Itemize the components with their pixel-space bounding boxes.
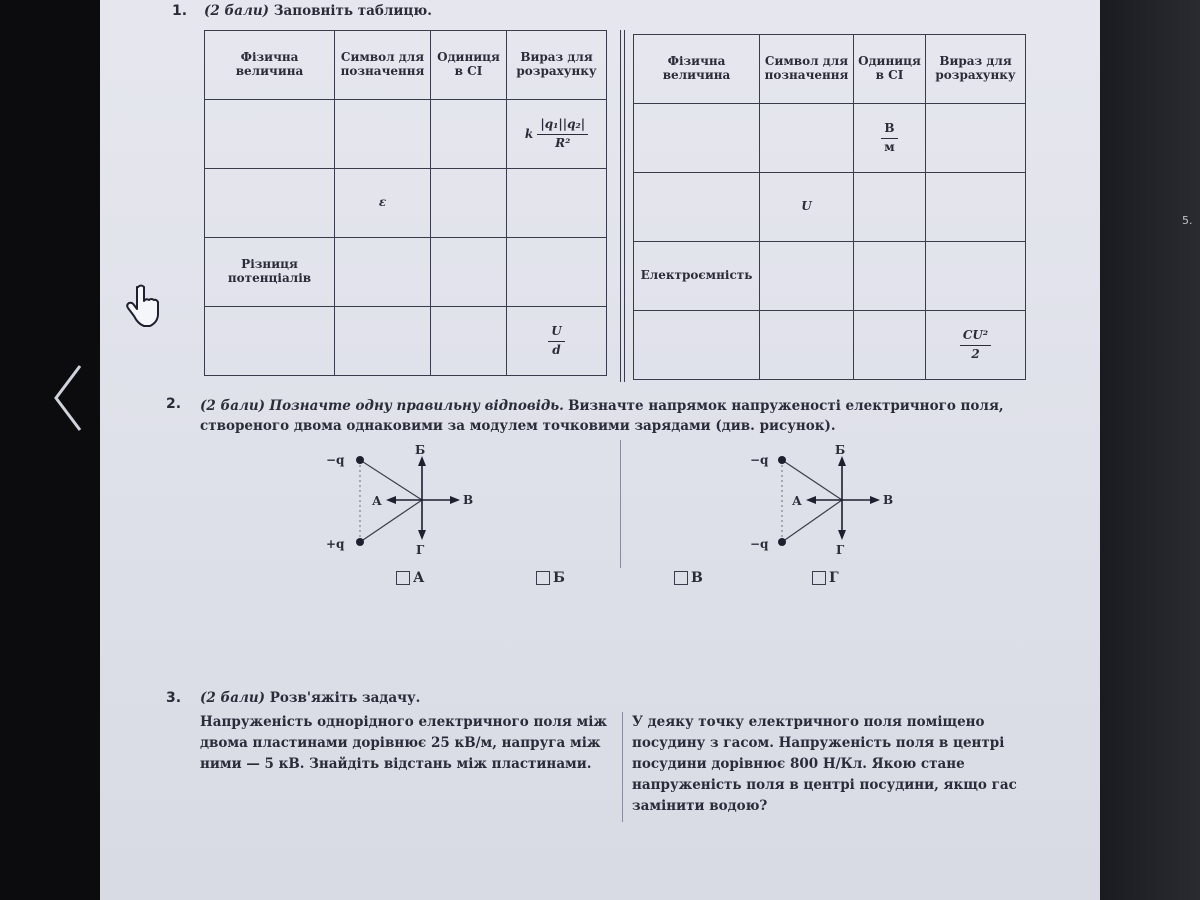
cell-quantity[interactable]	[205, 100, 335, 169]
cell-formula[interactable]	[507, 169, 607, 238]
cell-unit[interactable]	[854, 242, 926, 311]
table-row	[205, 238, 607, 307]
table-row	[634, 173, 1026, 242]
q3-problem-right: У деяку точку електричного поля поміщено посудину з гасом. Напруженість поля в центрі посудини дорівнює 800 Н/Кл. Якою стане напруженість поля в центрі посудини, якщо гас замінити водою?	[632, 714, 1017, 814]
checkbox-v[interactable]	[674, 571, 688, 585]
q3-problem-left: Напруженість однорідного електричного поля між двома пластинами дорівнює 25 кВ/м, напруга між ними — 5 кВ. Знайдіть відстань між пластинами.	[200, 714, 608, 772]
table-row	[205, 307, 607, 376]
checkbox-a[interactable]	[396, 571, 410, 585]
direction-label-down: Г	[416, 543, 425, 557]
answer-option-b[interactable]	[536, 570, 565, 586]
cell-symbol[interactable]	[335, 100, 431, 169]
q2-question: Визначте напрямок напруженості електричного поля, створеного двома однаковими за модулем точковими зарядами (див. рисунок).	[200, 398, 1004, 434]
cell-symbol[interactable]	[760, 311, 854, 380]
cell-formula[interactable]	[507, 238, 607, 307]
unit-fraction	[881, 122, 897, 155]
table-row	[205, 100, 607, 169]
header-unit: Одиниця в СІ	[431, 31, 507, 100]
answer-option-g[interactable]	[812, 570, 839, 586]
q1-instruction-text: Заповніть таблицю.	[273, 3, 432, 19]
cell-symbol[interactable]	[760, 104, 854, 173]
adjacent-page-edge	[1100, 0, 1200, 900]
cell-symbol[interactable]	[335, 238, 431, 307]
charge-bottom-label: +q	[326, 537, 345, 551]
cell-quantity: Різниця потенціалів	[205, 238, 335, 307]
cell-unit[interactable]	[431, 100, 507, 169]
formula-numerator: CU²	[960, 329, 991, 346]
hand-cursor-icon	[126, 283, 162, 329]
q1-points: (2 бали)	[204, 3, 270, 19]
option-label: А	[413, 570, 425, 586]
formula-numerator: U	[548, 325, 564, 342]
header-quantity: Фізична величина	[205, 31, 335, 100]
header-symbol: Символ для позначення	[335, 31, 431, 100]
table-row	[634, 242, 1026, 311]
q1-number: 1.	[172, 3, 188, 19]
cell-quantity: Електроємність	[634, 242, 760, 311]
header-unit: Одиниця в СІ	[854, 35, 926, 104]
option-label: В	[691, 570, 703, 586]
q2-divider	[620, 440, 621, 568]
cell-quantity[interactable]	[634, 173, 760, 242]
cell-symbol: ε	[335, 169, 431, 238]
charge-top-label: −q	[750, 453, 769, 467]
q3-number: 3.	[166, 690, 182, 706]
answer-option-a[interactable]	[396, 570, 424, 586]
cell-quantity[interactable]	[205, 169, 335, 238]
coulomb-formula	[537, 118, 588, 151]
capacitor-energy-formula	[960, 329, 991, 362]
q3-points: (2 бали)	[200, 690, 266, 706]
tables-divider	[620, 30, 625, 382]
cell-quantity[interactable]	[205, 307, 335, 376]
formula-denominator: R²	[555, 135, 571, 150]
field-strength-formula	[548, 325, 564, 358]
q3-divider	[622, 712, 623, 822]
charge-bottom-label: −q	[750, 537, 769, 551]
cell-symbol[interactable]	[335, 307, 431, 376]
cell-unit[interactable]	[431, 238, 507, 307]
q2-lead: Позначте одну правильну відповідь.	[269, 398, 564, 414]
direction-label-down: Г	[836, 543, 845, 557]
table-header-row	[205, 31, 607, 100]
header-quantity: Фізична величина	[634, 35, 760, 104]
formula-coefficient: k	[524, 126, 534, 141]
direction-label-right: В	[883, 493, 894, 507]
cell-formula[interactable]	[926, 173, 1026, 242]
unit-numerator: В	[881, 122, 897, 139]
header-formula: Вираз для розрахунку	[926, 35, 1026, 104]
left-quantities-table	[204, 30, 607, 376]
formula-numerator: |q₁||q₂|	[537, 118, 588, 135]
charge-top-label: −q	[326, 453, 345, 467]
unit-denominator: м	[884, 139, 895, 154]
cell-formula	[926, 311, 1026, 380]
header-formula: Вираз для розрахунку	[507, 31, 607, 100]
header-symbol: Символ для позначення	[760, 35, 854, 104]
q3-instruction-text: Розв'яжіть задачу.	[269, 690, 421, 706]
formula-denominator: d	[552, 342, 561, 357]
q3-instruction	[200, 690, 420, 706]
cell-quantity[interactable]	[634, 311, 760, 380]
formula-denominator: 2	[971, 346, 980, 361]
direction-label-left: А	[372, 494, 382, 508]
cell-unit[interactable]	[854, 173, 926, 242]
back-arrow-icon[interactable]	[48, 362, 88, 434]
table-row	[205, 169, 607, 238]
table-header-row	[634, 35, 1026, 104]
cell-symbol[interactable]	[760, 242, 854, 311]
cell-symbol: U	[760, 173, 854, 242]
cell-formula[interactable]	[926, 242, 1026, 311]
right-charges-diagram	[742, 444, 912, 560]
direction-label-up: Б	[835, 444, 846, 457]
cell-unit[interactable]	[431, 169, 507, 238]
right-quantities-table	[633, 34, 1026, 380]
table-row	[634, 311, 1026, 380]
cell-formula[interactable]	[926, 104, 1026, 173]
q2-number: 2.	[166, 396, 182, 412]
q1-instruction	[204, 3, 432, 19]
answer-option-v[interactable]	[674, 570, 703, 586]
checkbox-g[interactable]	[812, 571, 826, 585]
option-label: Б	[553, 570, 565, 586]
direction-label-left: А	[792, 494, 802, 508]
q2-text	[200, 396, 1030, 436]
table-row	[634, 104, 1026, 173]
side-question-number: 5.	[1182, 214, 1193, 227]
option-label: Г	[829, 570, 839, 586]
cell-quantity[interactable]	[634, 104, 760, 173]
cell-formula	[507, 100, 607, 169]
left-charges-diagram	[320, 444, 490, 560]
cell-unit	[854, 104, 926, 173]
cell-unit[interactable]	[854, 311, 926, 380]
cell-unit[interactable]	[431, 307, 507, 376]
checkbox-b[interactable]	[536, 571, 550, 585]
q2-points: (2 бали)	[200, 398, 266, 414]
cell-formula	[507, 307, 607, 376]
direction-label-right: В	[463, 493, 474, 507]
direction-label-up: Б	[415, 444, 426, 457]
